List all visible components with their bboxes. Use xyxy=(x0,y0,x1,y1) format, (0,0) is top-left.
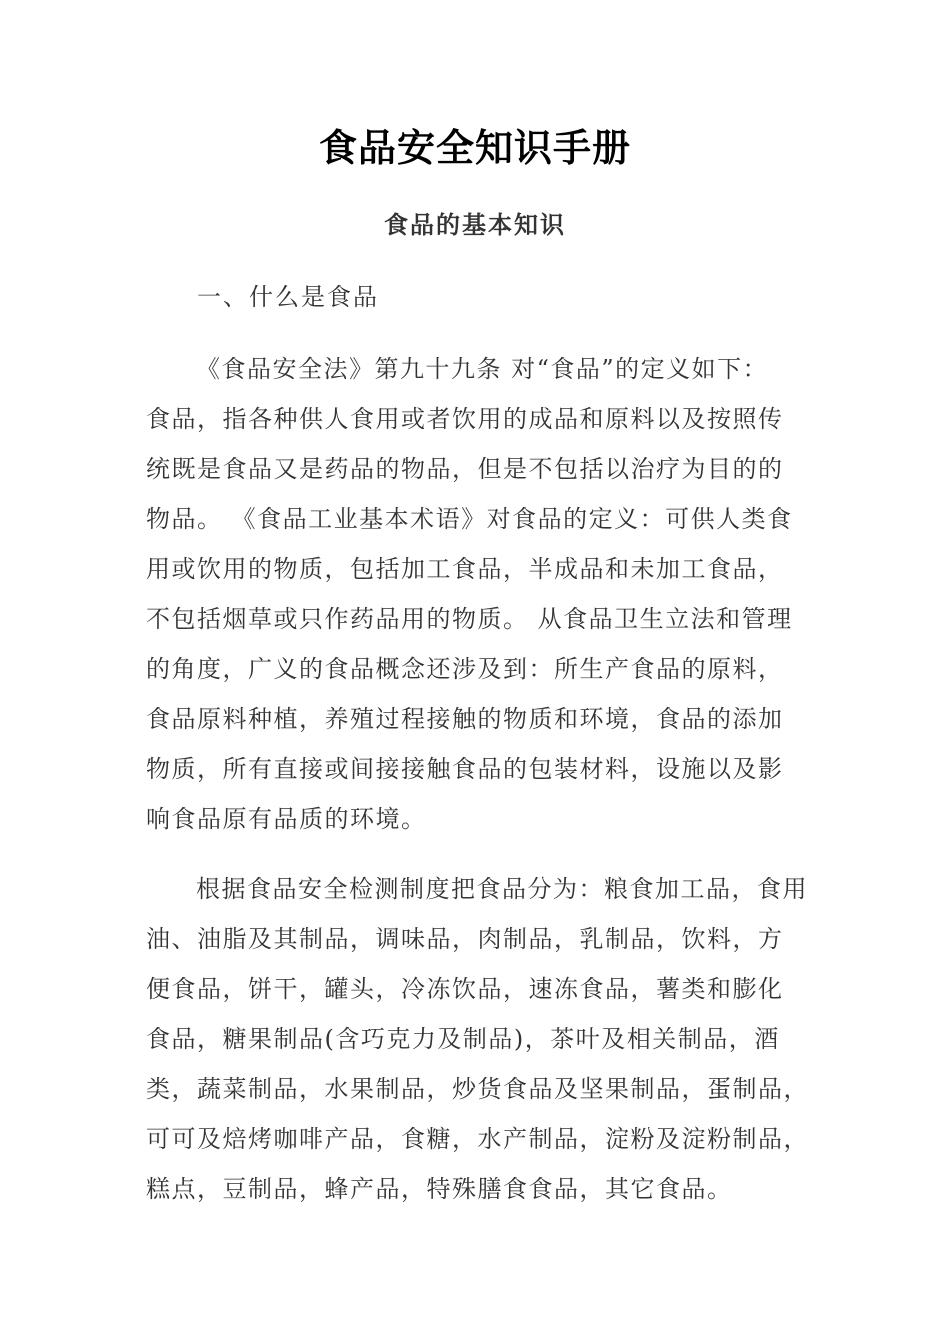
paragraph-line: 《食品安全法》第九十九条 对“食品”的定义如下： xyxy=(196,355,769,383)
paragraph-line: 物品。 《食品工业基本术语》对食品的定义：可供人类食 xyxy=(146,505,793,533)
paragraph-line: 统既是食品又是药品的物品，但是不包括以治疗为目的的 xyxy=(146,455,784,483)
paragraph-food-categories xyxy=(146,864,826,1214)
paragraph-line: 的角度，广义的食品概念还涉及到：所生产食品的原料， xyxy=(146,655,784,683)
paragraph-line: 食品，指各种供人食用或者饮用的成品和原料以及按照传 xyxy=(146,405,784,433)
paragraph-line: 物质，所有直接或间接接触食品的包装材料，设施以及影 xyxy=(146,755,784,783)
paragraph-line: 油、油脂及其制品，调味品，肉制品，乳制品，饮料，方 xyxy=(146,925,784,953)
paragraph-line: 食品原料种植，养殖过程接触的物质和环境，食品的添加 xyxy=(146,705,784,733)
paragraph-line: 用或饮用的物质，包括加工食品，半成品和未加工食品， xyxy=(146,555,784,583)
paragraph-line: 可可及焙烤咖啡产品，食糖，水产制品，淀粉及淀粉制品， xyxy=(146,1125,809,1153)
paragraph-line: 糕点，豆制品，蜂产品，特殊膳食食品，其它食品。 xyxy=(146,1175,733,1203)
paragraph-line: 不包括烟草或只作药品用的物质。 从食品卫生立法和管理 xyxy=(146,605,793,633)
paragraph-line: 类，蔬菜制品，水果制品，炒货食品及坚果制品，蛋制品， xyxy=(146,1075,809,1103)
document-title: 食品安全知识手册 xyxy=(318,125,631,170)
paragraph-line: 食品，糖果制品(含巧克力及制品)，茶叶及相关制品，酒 xyxy=(146,1025,780,1053)
paragraph-food-definition xyxy=(146,344,826,844)
paragraph-line: 根据食品安全检测制度把食品分为：粮食加工品，食用 xyxy=(196,875,808,903)
paragraph-line: 便食品，饼干，罐头，冷冻饮品，速冻食品，薯类和膨化 xyxy=(146,975,784,1003)
document-subtitle: 食品的基本知识 xyxy=(384,210,566,239)
section-heading: 一、什么是食品 xyxy=(197,283,379,311)
paragraph-line: 响食品原有品质的环境。 xyxy=(146,805,427,833)
